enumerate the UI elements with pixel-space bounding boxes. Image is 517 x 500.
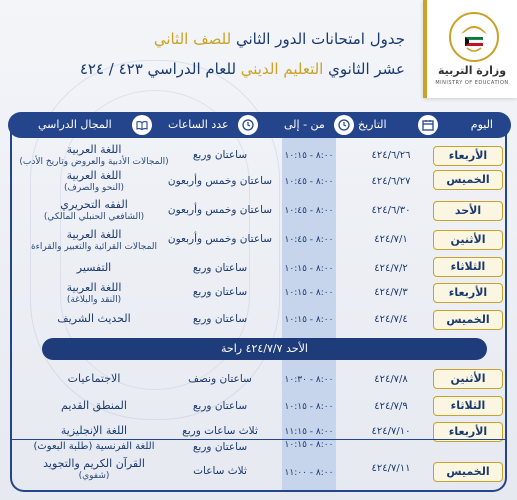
column-hours: عدد الساعات [168,118,229,131]
column-subject: المجال الدراسي [38,118,112,131]
subject-cell: اللغة العربية (النحو والصرف) [64,169,124,193]
time-cell: ٨:٠٠ - ١٠:١٥ [284,151,334,161]
day-pill: الثلاثاء [433,257,503,277]
day-pill: الأربعاء [433,146,503,166]
subject-cell: المنطق القديم [61,399,127,412]
hours-cell: ساعتان وربع [192,262,248,274]
hours-cell: ثلاث ساعات وربع [182,425,258,437]
day-pill: الأربعاء [433,283,503,303]
time-cell: ٨:٠٠ - ١٠:١٥ [284,288,334,298]
date-cell: ٤٢٤/٦/٣٠ [371,205,411,216]
ministry-name-en: MINISTRY OF EDUCATION [435,80,509,86]
time-cell: ٨:٠٠ - ١٠:٤٥ [284,177,334,187]
day-pill: الخميس [433,170,503,190]
column-day: اليوم [470,118,493,131]
time-cell: ٨:٠٠ - ١٠:١٥ [284,315,334,325]
time-cell: ٨:٠٠ - ١٠:٤٥ [284,235,334,245]
date-cell: ٤٢٤/٧/٨ [374,374,408,385]
hours-cell: ساعتان وخمس وأربعون [167,204,273,216]
time-cell: ٨:٠٠ - ١٠:١٥ [284,440,334,450]
time-cell: ٨:٠٠ - ١٠:١٥ [284,402,334,412]
rest-day-banner: الأحد ٤٢٤/٧/٧ راحة [42,338,487,360]
time-cell: ٨:٠٠ - ١٠:٤٥ [284,206,334,216]
subject-cell: القرآن الكريم والتجويد (شفوي) [43,457,145,481]
day-pill: الأثنين [433,230,503,250]
column-date: التاريخ [358,118,387,131]
subject-cell: اللغة الفرنسية (طلبة البعوث) [33,441,155,452]
date-cell: ٤٢٤/٧/٢ [374,263,408,274]
date-cell: ٤٢٤/٧/١٠ [371,426,411,437]
hours-cell: ساعتان وربع [192,313,248,325]
time-cell: ٨:٠٠ - ١١:٠٠ [284,468,334,478]
day-pill: الخميس [433,310,503,330]
day-pill: الخميس [433,462,503,482]
hours-cell: ثلاث ساعات [193,465,247,477]
date-cell: ٤٢٤/٧/٣ [374,287,408,298]
date-cell: ٤٢٤/٦/٢٦ [371,150,411,161]
subject-cell: الفقه التحريري (الشافعي الحنبلي المالكي) [43,198,145,222]
day-pill: الثلاثاء [433,396,503,416]
day-pill: الأثنين [433,369,503,389]
subject-cell: اللغة العربية المجالات القرائية والتعبير والقراءة [30,228,158,252]
time-cell: ٨:٠٠ - ١٠:٣٠ [284,375,334,385]
date-cell: ٤٢٤/٧/٤ [374,314,408,325]
hours-cell: ساعتان وربع [192,400,248,412]
subject-cell: اللغة العربية (المجالات الأدبية والعروض وتاريخ الأدب) [19,143,169,167]
subject-cell: التفسير [76,261,112,274]
kuwait-emblem-icon [447,10,501,64]
subject-cell: الحديث الشريف [57,312,131,325]
time-cell: ٨:٠٠ - ١٠:١٥ [284,264,334,274]
ministry-logo [423,0,517,98]
column-from-to: من - إلى [284,118,325,131]
hours-cell: ساعتان وربع [192,149,248,161]
ministry-name-ar: وزارة التربية [437,64,507,77]
hours-cell: ساعتان ونصف [188,373,252,385]
row-divider [10,439,507,440]
day-pill: الأحد [433,201,503,221]
date-cell: ٤٢٤/٧/١١ [371,463,411,474]
title-line-1: جدول امتحانات الدور الثاني للصف الثاني [153,30,405,48]
title-line-2: عشر الثانوي التعليم الديني للعام الدراسي ٤٢٣ / ٤٢٤ [79,60,405,78]
hours-cell: ساعتان وربع [192,286,248,298]
time-cell: ٨:٠٠ - ١١:١٥ [284,427,334,437]
hours-cell: ساعتان وخمس وأربعون [167,233,273,245]
hours-cell: ساعتان وخمس وأربعون [167,175,273,187]
subject-cell: اللغة العربية (النقد والبلاغة) [66,281,122,305]
date-cell: ٤٢٤/٧/٩ [374,401,408,412]
subject-cell: اللغة الإنجليزية [60,424,128,437]
subject-cell: الاجتماعيات [67,372,121,385]
hours-cell: ساعتان وربع [192,441,248,453]
date-cell: ٤٢٤/٧/١ [374,234,408,245]
date-cell: ٤٢٤/٦/٢٧ [371,176,411,187]
day-pill: الأربعاء [433,422,503,442]
